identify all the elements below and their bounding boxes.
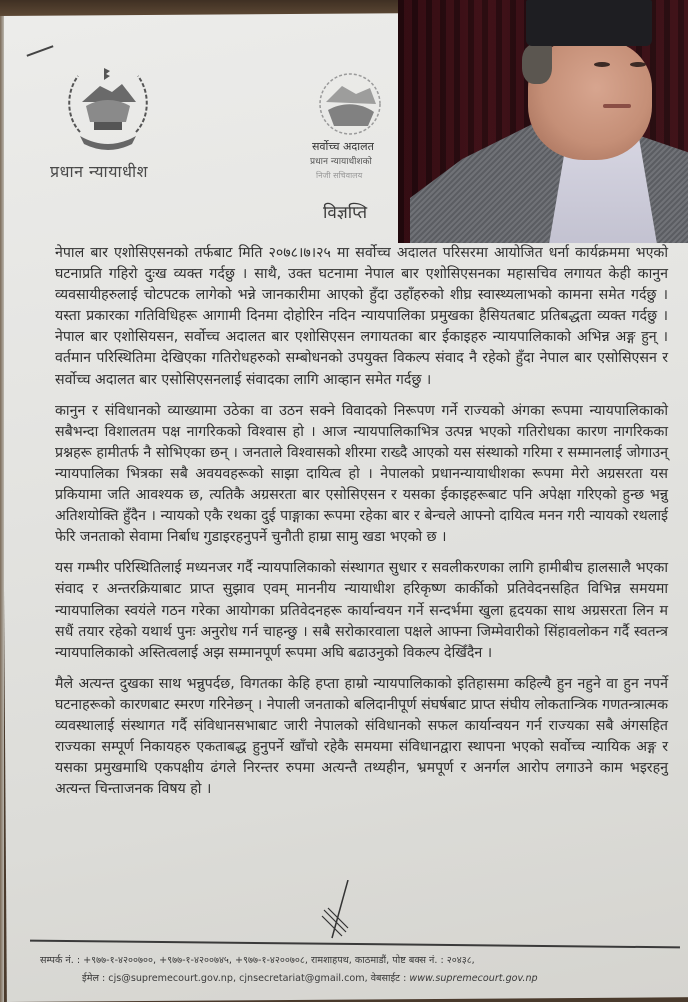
eye [594,62,610,67]
paragraph: मैले अत्यन्त दुखका साथ भन्नुपर्दछ, विगतका केहि हप्ता हाम्रो न्यायपालिकाको इतिहासमा कहिल्यै हुन नहुने वा हुन नपर्ने घटनाहरूको कारणबाट स्मरण गरिनेछन् । नेपाली जनताको बलिदानीपूर्ण संघर्षबाट प्राप्त संघीय लोकतान्त्रिक गणतन्त्रात्मक व्यवस्थालाई संस्थागत गर्दै संविधानसभाबाट जारी नेपालको संविधानको सफल कार्यान्वयन गर्न राज्यका सबै अंगसहित राज्यका सम्पूर्ण निकायहरु एकताबद्ध हुनुपर्ने खाँचो रहेकै समयमा संविधानद्वारा स्थापना भएको सर्वोच्च न्यायिक अङ्ग र यसका प्रमुखमाथि एकपक्षीय ढंगले निरन्तर रुपमा अत्यन्तै तथ्यहीन, भ्रमपूर्ण र अनर्गल आरोप लगाउने काम भइरहनु अत्यन्त चिन्ताजनक विषय हो । [55,675,668,798]
footer-line-email: ईमेल : cjs@supremecourt.gov.np, cjnsecretariat@gmail.com, वेबसाईट : www.supremecourt.gov.np [82,973,538,984]
website-url: www.supremecourt.gov.np [409,973,538,984]
phone-numbers: +९७७-१-४२००७००, +९७७-१-४२००७४५, +९७७-१-४२००७०८, [83,955,308,966]
dhaka-topi-hat [526,0,652,46]
hair [522,44,552,84]
email-addresses: cjs@supremecourt.gov.np, cjnsecretariat@gmail.com, [108,973,368,984]
notice-body [55,243,668,810]
paragraph: नेपाल बार एशोसिएसनको तर्फबाट मिति २०७८।७।२५ मा सर्वोच्च अदालत परिसरमा आयोजित धर्ना कार्यक्रममा भएको घटनाप्रति गहिरो दुःख व्यक्त गर्दछु । साथै, उक्त घटनामा नेपाल बार एशोसिएसनका महासचिव लगायत केही कानुन व्यवसायीहरुलाई चोटपटक लागेको भन्ने जानकारीमा आएको हुँदा उहाँहरुको शीघ्र स्वास्थ्यलाभको कामना समेत गर्दछु । यस्ता प्रकारका गतिविधिहरू आगामी दिनमा दोहोरिन नदिन न्यायपालिका प्रमुखका हैसियतबाट प्रतिबद्धता व्यक्त गर्दछु । नेपाल बार एशोसियसन, सर्वोच्च अदालत बार एशोसिएसन लगायतका बार ईकाइहरु न्यायपालिकाको अभिन्न अङ्ग हुन् । वर्तमान परिस्थितिमा देखिएका गतिरोधहरुको सम्बोधनको उपयुक्त विकल्प संवाद नै रहेको हुँदा नेपाल बार एसोसिएसन र सर्वोच्च अदालत बार एसोसिएसनलाई संवादका लागि आव्हान समेत गर्दछु । [55,245,668,388]
postal-address: रामशाहपथ, काठमाडौं, पोष्ट बक्स नं. : २०४३८, [310,955,475,966]
national-emblem-icon [60,62,156,154]
chief-justice-photo [398,0,688,243]
svg-text:निजी सचिवालय: निजी सचिवालय [316,171,363,180]
issuer-title: प्रधान न्यायाधीश [50,162,148,181]
website-label: वेबसाईट [370,973,401,984]
svg-text:प्रधान न्यायाधीशको: प्रधान न्यायाधीशको [310,157,372,167]
contact-label: सम्पर्क नं. [40,955,74,966]
footer-contact [40,952,688,988]
paragraph: यस गम्भीर परिस्थितिलाई मध्यनजर गर्दै न्यायपालिकाको संस्थागत सुधार र सवलीकरणका लागि हामीबीच हालसालै भएका संवाद र अन्तरक्रियाबाट प्राप्त सुझाव एवम् माननीय न्यायाधीश हरिकृष्ण कार्कीको प्रतिवेदनसहित विभिन्न समयमा न्यायपालिका स्वयंले गठन गरेका आयोगका प्रतिवेदनहरू कार्यान्वयन गर्ने सन्दर्भमा खुला हृदयका साथ अग्रसरता लिन म सधैं तयार रहेको यथार्थ पुनः अनुरोध गर्न चाहन्छु । सबै सरोकारवाला पक्षले आफ्ना जिम्मेवारीको सिंहावलोकन गर्दै स्वतन्त्र न्यायपालिकाको अस्तित्वलाई अझ सम्मानपूर्ण रूपमा अघि बढाउनुको विकल्प देखिँदैन । [55,560,668,661]
paper-edge [0,16,4,1002]
eye [630,62,646,67]
footer-line-phone: सम्पर्क नं. : +९७७-१-४२००७००, +९७७-१-४२००७४५, +९७७-१-४२००७०८, रामशाहपथ, काठमाडौं, पोष्ट बक्स नं. : २०४३८, [40,955,475,966]
notice-heading: विज्ञप्ति [323,203,368,223]
supreme-court-seal-icon [306,68,390,184]
email-label: ईमेल [82,973,99,984]
paragraph: कानुन र संविधानको व्याख्यामा उठेका वा उठन सक्ने विवादको निरूपण गर्ने राज्यको अंगका रूपमा न्यायपालिकाको सबैभन्दा विशालतम पक्ष नागरिकको विश्वास हो । आज न्यायपालिकाभित्र उत्पन्न भएको गतिरोधका कारण नागरिकका प्रश्नहरू हामीतर्फ नै सोभिएका छन् । जनताले विश्वासको शीरमा राख्दै आएको यस संस्थाको गरिमा र सम्मानलाई जोगाउन् न्यायपालिका भित्रका सबै अवयवहरूको साझा दायित्व हो । नेपालको प्रधानन्यायाधीशका रूपमा मेरो अग्रसरता यस प्रकियामा जति आवश्यक छ, त्यतिकै अग्रसरता बार एसोसिएसन र यसका ईकाइहरूबाट पनि अपेक्षा गरिएको हुन्छ भन्नु अतिशयोक्ति हुँदैन । न्यायको एकै रथका दुई पाङ्गाका रूपमा रहेका बार र बेन्चले आफ्नो दायित्व मनन गरी न्यायको रथलाई फेरि जनताको सेवामा निर्बाध गुडाइरहनुपर्ने चुनौती हाम्रा सामु खडा भएको छ । [55,402,668,546]
svg-text:सर्वोच्च अदालत: सर्वोच्च अदालत [312,140,374,153]
signature-icon [318,880,368,940]
mouth [603,104,631,108]
